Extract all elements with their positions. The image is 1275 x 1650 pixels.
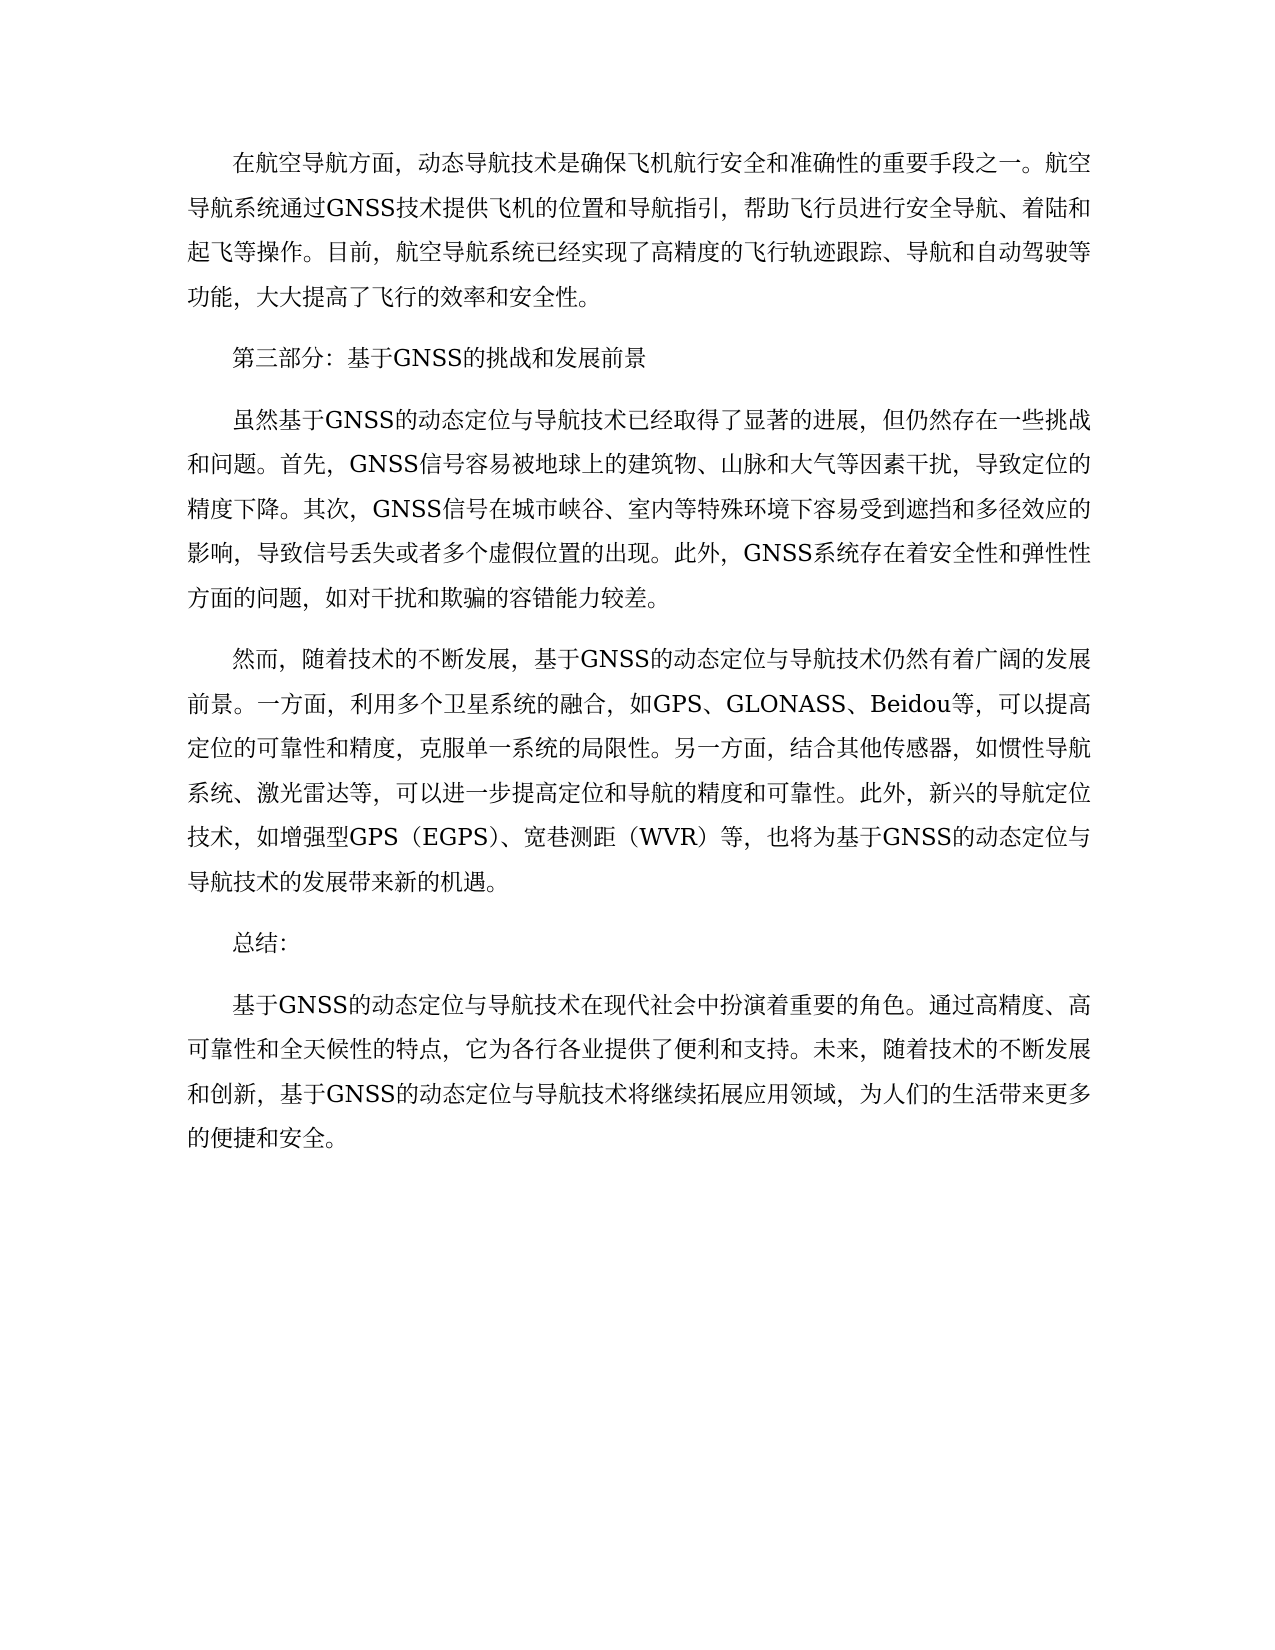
paragraph-summary: 基于GNSS的动态定位与导航技术在现代社会中扮演着重要的角色。通过高精度、高可靠性和全天候性的特点，它为各行各业提供了便利和支持。未来，随着技术的不断发展和创新，基于GNSS的动态定位与导航技术将继续拓展应用领域，为人们的生活带来更多的便捷和安全。 <box>187 992 1091 1152</box>
paragraph-aviation-navigation: 在航空导航方面，动态导航技术是确保飞机航行安全和准确性的重要手段之一。航空导航系统通过GNSS技术提供飞机的位置和导航指引，帮助飞行员进行安全导航、着陆和起飞等操作。目前，航空导航系统已经实现了高精度的飞行轨迹跟踪、导航和自动驾驶等功能，大大提高了飞行的效率和安全性。 <box>187 151 1091 311</box>
section-heading-part-three: 第三部分：基于GNSS的挑战和发展前景 <box>232 346 647 372</box>
document-body <box>187 142 1091 1179</box>
paragraph-prospects: 然而，随着技术的不断发展，基于GNSS的动态定位与导航技术仍然有着广阔的发展前景。一方面，利用多个卫星系统的融合，如GPS、GLONASS、Beidou等，可以提高定位的可靠性和精度，克服单一系统的局限性。另一方面，结合其他传感器，如惯性导航系统、激光雷达等，可以进一步提高定位和导航的精度和可靠性。此外，新兴的导航定位技术，如增强型GPS（EGPS）、宽巷测距（WVR）等，也将为基于GNSS的动态定位与导航技术的发展带来新的机遇。 <box>187 647 1091 896</box>
section-heading-summary: 总结： <box>232 931 301 957</box>
paragraph-challenges: 虽然基于GNSS的动态定位与导航技术已经取得了显著的进展，但仍然存在一些挑战和问题。首先，GNSS信号容易被地球上的建筑物、山脉和大气等因素干扰，导致定位的精度下降。其次，GNSS信号在城市峡谷、室内等特殊环境下容易受到遮挡和多径效应的影响，导致信号丢失或者多个虚假位置的出现。此外，GNSS系统存在着安全性和弹性性方面的问题，如对干扰和欺骗的容错能力较差。 <box>187 407 1091 612</box>
